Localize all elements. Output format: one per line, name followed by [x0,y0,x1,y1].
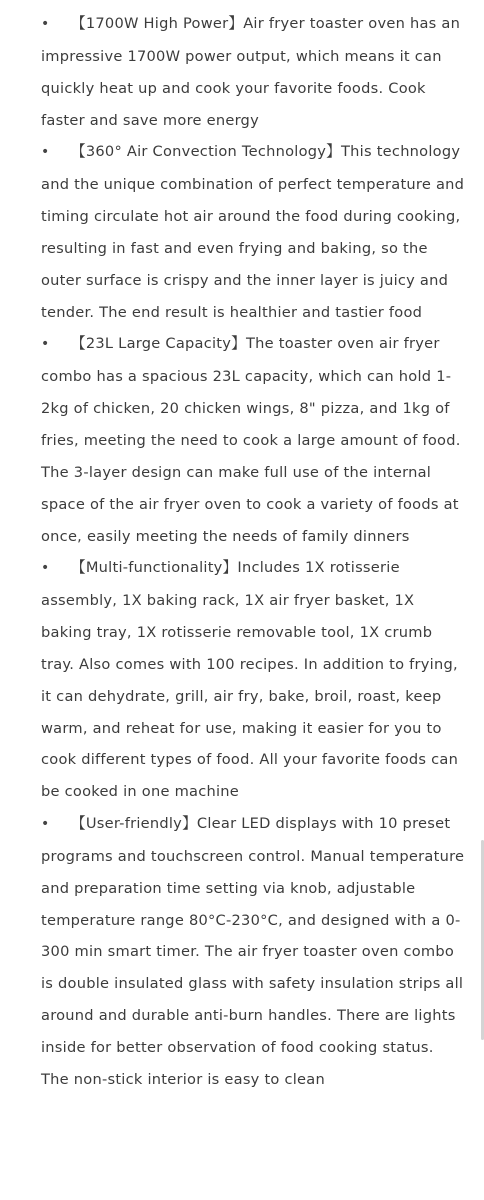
feature-item-high-power [41,8,466,136]
feature-item-multi-functionality [41,552,466,808]
feature-text: 【Multi-functionality】Includes 1X rotisserie assembly, 1X baking rack, 1X air fryer basket, 1X baking tray, 1X rotisserie removable tool, 1X crumb tray. Also comes with 100 recipes. In addition to frying, it can dehydrate, grill, air fry, bake, broil, roast, keep warm, and reheat for use, making it easier for you to cook different types of food. All your favorite foods can be cooked in one machine [41,559,459,801]
product-description [0,8,484,1096]
feature-text: 【23L Large Capacity】The toaster oven air fryer combo has a spacious 23L capacity, which can hold 1-2kg of chicken, 20 chicken wings, 8" pizza, and 1kg of fries, meeting the need to cook a large amount of food. The 3-layer design can make full use of the internal space of the air fryer oven to cook a variety of foods at once, easily meeting the needs of family dinners [41,335,461,545]
bullet: • [41,144,50,161]
bullet: • [41,560,50,577]
feature-list [0,8,466,1096]
feature-item-air-convection [41,136,466,328]
feature-item-user-friendly [41,808,466,1096]
feature-text: 【User-friendly】Clear LED displays with 10 preset programs and touchscreen control. Manual temperature and preparation time setting via knob, adjustable temperature range 80°C-230°C, and designed with a 0-300 min smart timer. The air fryer toaster oven combo is double insulated glass with safety insulation strips all around and durable anti-burn handles. There are lights inside for better observation of food cooking status. The non-stick interior is easy to clean [41,815,465,1088]
bullet: • [41,816,50,833]
feature-text: 【1700W High Power】Air fryer toaster oven has an impressive 1700W power output, which means it can quickly heat up and cook your favorite foods. Cook faster and save more energy [41,15,461,129]
bullet: • [41,336,50,353]
bullet: • [41,16,50,32]
feature-item-large-capacity [41,328,466,552]
feature-text: 【360° Air Convection Technology】This technology and the unique combination of perfect temperature and timing circulate hot air around the food during cooking, resulting in fast and even frying and baking, so the outer surface is crispy and the inner layer is juicy and tender. The end result is healthier and tastier food [41,143,465,321]
